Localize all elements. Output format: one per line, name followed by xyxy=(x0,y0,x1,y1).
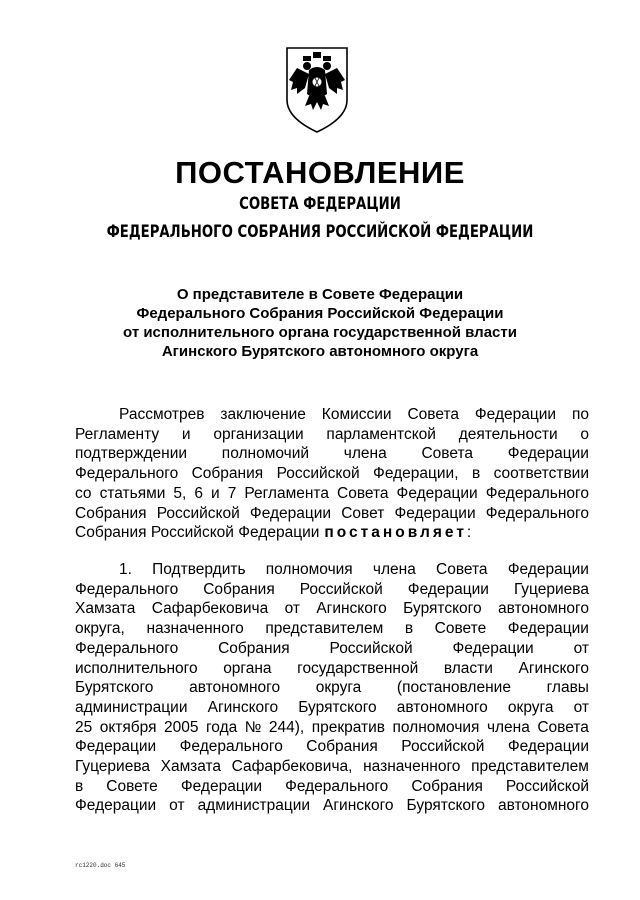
word: 2005 xyxy=(164,718,199,736)
word: деятельности xyxy=(458,425,558,443)
word: автономного xyxy=(189,679,281,697)
word: от xyxy=(169,797,185,815)
word: от xyxy=(284,600,300,618)
word: Федерации xyxy=(507,445,589,463)
word: Российской xyxy=(276,465,360,483)
word: администрации xyxy=(197,797,311,815)
word: и xyxy=(211,484,220,502)
word: статьями xyxy=(99,484,166,502)
word: Совета xyxy=(421,445,474,463)
word: Бурятского xyxy=(403,600,482,618)
word: автономного xyxy=(396,698,488,716)
word: Собрания xyxy=(75,504,147,522)
word: Российской xyxy=(401,738,485,756)
word: № xyxy=(244,718,262,736)
text-line xyxy=(75,405,589,425)
word: заключение xyxy=(220,406,306,423)
word: от xyxy=(573,639,589,657)
word: Бурятского xyxy=(406,797,485,815)
word: по xyxy=(571,406,589,423)
word: Собрания xyxy=(218,639,290,657)
word: парламентской xyxy=(326,425,436,443)
word: соответствии xyxy=(493,465,589,483)
word: автономного xyxy=(497,600,589,618)
word: Федерации xyxy=(507,620,589,638)
word: Российской xyxy=(299,580,383,598)
word: главы xyxy=(546,679,589,697)
word: члена xyxy=(486,718,530,736)
text-line xyxy=(75,757,589,777)
word: 25 xyxy=(75,718,93,736)
word: округа xyxy=(315,679,362,697)
text-line xyxy=(75,678,589,698)
word: округа, xyxy=(75,620,125,638)
text-line xyxy=(75,796,589,816)
word: представителем xyxy=(471,758,589,776)
word: октября xyxy=(99,718,157,736)
word: Регламенту xyxy=(75,425,160,443)
word: члена xyxy=(343,445,387,463)
word: органа xyxy=(223,659,272,677)
document-subtitle-1: СОВЕТА ФЕДЕРАЦИИ xyxy=(239,194,401,214)
preamble-paragraph xyxy=(75,405,589,543)
word: назначенного xyxy=(146,620,244,638)
word: со xyxy=(75,484,92,502)
word: Федерации, xyxy=(373,465,459,483)
word: Бурятского xyxy=(75,679,154,697)
word: в xyxy=(404,620,414,638)
word: Совет xyxy=(341,504,385,522)
word: организации xyxy=(213,425,304,443)
text-line xyxy=(75,639,589,659)
last-line-prefix: Собрания Российской Федерации xyxy=(75,524,320,542)
word: Регламента xyxy=(244,484,329,502)
text-line xyxy=(75,504,589,524)
word: Сафарбековича xyxy=(151,600,269,618)
word: Агинского xyxy=(316,600,387,618)
word: Гуцериева xyxy=(75,758,151,776)
resolution-keyword: постановляет xyxy=(324,524,467,542)
text-line xyxy=(75,659,589,679)
word: автономного xyxy=(497,797,589,815)
word: в xyxy=(75,777,84,795)
word: члена xyxy=(372,561,416,578)
word: Федерации xyxy=(396,484,478,502)
text-line xyxy=(75,599,589,619)
word: Совете xyxy=(106,777,158,795)
word: Федерации xyxy=(452,639,534,657)
word: Рассмотрев xyxy=(119,406,205,423)
text-line xyxy=(75,777,589,797)
text-line xyxy=(75,737,589,757)
word: Хамзата xyxy=(75,600,136,618)
word: Сафарбековича, xyxy=(231,758,353,776)
word: Собрания xyxy=(411,777,483,795)
text-line xyxy=(75,425,589,445)
word: представителем xyxy=(265,620,384,638)
word: округа xyxy=(507,698,554,716)
word: Гуцериева xyxy=(513,580,589,598)
word: Совета xyxy=(337,484,389,502)
word: Федерации xyxy=(249,504,332,522)
word: Федерального xyxy=(485,504,589,522)
document-reference: rc1220.doc 645 xyxy=(75,862,126,869)
word: Федерального xyxy=(75,639,179,657)
word: Федерации xyxy=(75,738,157,756)
text-line xyxy=(75,464,589,484)
word: полномочий xyxy=(221,445,310,463)
text-line-last xyxy=(75,523,589,543)
word: (постановление xyxy=(396,679,511,697)
word: 5, xyxy=(173,484,187,502)
word: Агинского xyxy=(207,698,279,716)
word: Федерации xyxy=(474,406,557,423)
word: Совете xyxy=(434,620,487,638)
word: 1. xyxy=(119,561,132,578)
document-title: ПОСТАНОВЛЕНИЕ xyxy=(175,155,465,190)
word: Совета xyxy=(407,406,459,423)
word: Собрания xyxy=(203,580,275,598)
word: Федерального xyxy=(485,484,589,502)
word: Российской xyxy=(505,777,589,795)
word: о xyxy=(580,425,589,443)
text-line xyxy=(75,580,589,600)
word: года xyxy=(205,718,238,736)
word: Российской xyxy=(329,639,413,657)
text-line xyxy=(75,560,589,580)
word: назначенного xyxy=(363,758,461,776)
word: Подтвердить xyxy=(152,561,246,578)
word: Хамзата xyxy=(160,758,222,776)
last-line-suffix: : xyxy=(466,524,472,542)
text-line xyxy=(75,484,589,504)
word: администрации xyxy=(75,698,188,716)
word: Совета xyxy=(436,561,488,578)
word: 6 xyxy=(194,484,203,502)
word: 7 xyxy=(227,484,237,502)
word: Федерации xyxy=(407,580,489,598)
word: и xyxy=(181,425,191,443)
word: Собрания xyxy=(306,738,378,756)
clause-1-paragraph xyxy=(75,560,589,816)
word: прекратив xyxy=(311,718,385,736)
document-subtitle-2: ФЕДЕРАЛЬНОГО СОБРАНИЯ РОССИЙСКОЙ ФЕДЕРАЦИИ xyxy=(106,222,534,242)
word: Агинского xyxy=(323,797,394,815)
word: Комиссии xyxy=(321,406,392,423)
text-line xyxy=(75,718,589,738)
word: Совета xyxy=(537,718,589,736)
word: власти xyxy=(443,659,493,677)
text-line xyxy=(75,444,589,464)
word: Собрания xyxy=(191,465,264,483)
word: полномочия xyxy=(392,718,480,736)
word: Федерального xyxy=(285,777,389,795)
text-line xyxy=(75,619,589,639)
word: Бурятского xyxy=(298,698,377,716)
word: от xyxy=(573,698,589,716)
word: Федерации xyxy=(394,504,476,522)
word: 244), xyxy=(268,718,305,736)
subject-line: от исполнительного органа государственной власти xyxy=(123,324,517,341)
word: Федерации xyxy=(180,777,263,795)
word: исполнительного xyxy=(75,659,198,677)
coat-of-arms-emblem xyxy=(283,44,351,136)
word: Федерации xyxy=(75,797,157,815)
document-subject xyxy=(0,285,640,361)
word: Федерации xyxy=(507,561,589,578)
subject-line: Агинского Бурятского автономного округа xyxy=(161,343,479,360)
word: Федерального xyxy=(179,738,283,756)
text-line xyxy=(75,698,589,718)
word: подтверждении xyxy=(75,445,188,463)
subject-line: О представителе в Совете Федерации xyxy=(176,286,464,303)
subject-line: Федерального Собрания Российской Федерации xyxy=(136,305,504,322)
word: Российской xyxy=(156,504,240,522)
word: Агинского xyxy=(518,659,589,677)
word: Федерального xyxy=(75,465,179,483)
word: полномочия xyxy=(265,561,353,578)
word: Федерального xyxy=(75,580,179,598)
word: Федерации xyxy=(507,738,589,756)
word: в xyxy=(471,465,481,483)
word: государственной xyxy=(297,659,419,677)
